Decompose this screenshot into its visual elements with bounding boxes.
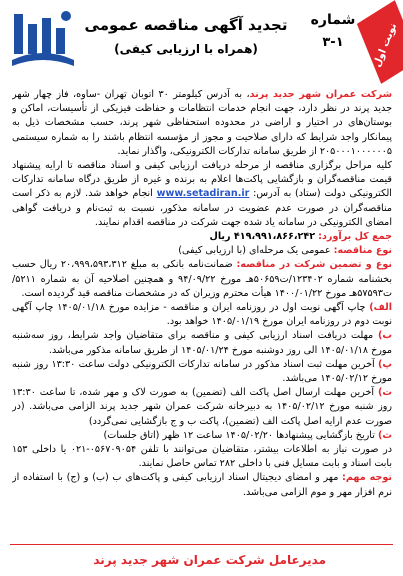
- note-paragraph: [12, 471, 392, 499]
- tender-type-line: [12, 244, 392, 258]
- item-a: [12, 301, 392, 329]
- item-a-label: الف): [369, 302, 392, 314]
- footer-divider: [10, 544, 393, 545]
- guarantee-label: نوع و تضمین شرکت در مناقصه:: [236, 259, 392, 271]
- guarantee-text: ضمانت‌نامه بانکی به مبلغ ۲۰،۹۹۹،۵۹۳،۳۱۲ ریال حسب بخشنامه شماره ۱۲۳۴۰۲/ت۵۰۶۵۹هـ مورخ ۹۴/۰۹/۲۲ و همچنین اصلاحیه آن به شماره ۵۲۱۱/ت۵۷۵۹۳هـ مورخ ۱۴۰۰/۰۱/۲۲ هیأت محترم وزیران که در مشخصات مناقصه قید گردیده است.: [12, 259, 392, 299]
- item-t-label: ت): [377, 387, 392, 399]
- setad-link[interactable]: www.setadiran.ir: [156, 188, 250, 200]
- item-b: [12, 329, 392, 357]
- procedure-paragraph: [12, 159, 392, 230]
- number-label: شماره: [310, 12, 356, 28]
- intro-paragraph: [12, 88, 392, 159]
- item-a-text: چاپ آگهی نوبت اول در روزنامه ایران و مناقصه - مزایده مورخ ۱۴۰۵/۰۱/۱۸ چاپ آگهی نوبت دوم در روزنامه ایران مورخ ۱۴۰۵/۰۱/۱۹ خواهد بود.: [12, 302, 392, 328]
- tender-type-label: نوع مناقصه:: [333, 245, 392, 257]
- procedure-text: کلیه مراحل برگزاری مناقصه از مرحله دریافت ارزیابی کیفی و اسناد مناقصه تا ارایه پیشنهاد قیمت مناقصه‌گران و بازگشایی پاکت‌ها اعلام به برنده و غیره از طریق درگاه سامانه تدارکات الکترونیکی دولت (ستاد) به آدرس:: [12, 160, 392, 200]
- item-t: [12, 386, 392, 429]
- notice-body: [12, 88, 392, 540]
- procedure-text-end: انجام خواهد شد. لازم به ذکر است مناقصه‌گران در صورت عدم عضویت در سامانه مذکور، نسبت به ثبت‌نام و دریافت گواهی امضای الکترونیکی در سامانه یاد شده جهت شرکت در مناقصه اقدام نمایند.: [12, 188, 392, 228]
- estimate-line: [12, 230, 392, 244]
- item-th: [12, 429, 392, 443]
- item-p-text: آخرین مهلت ثبت اسناد مذکور در سامانه تدارکات الکترونیکی دولت ساعت ۱۳:۳۰ روز شنبه مورخ ۱۴۰۵/۰۲/۱۲ می‌باشد.: [12, 358, 392, 385]
- item-th-label: ث): [377, 429, 392, 441]
- ribbon-label: نوبت اول: [371, 21, 400, 69]
- item-th-text: تاریخ بازگشایی پیشنهادها ۱۴۰۵/۰۲/۲۰ ساعت ۱۲ ظهر (اتاق جلسات): [103, 429, 375, 441]
- note-label: توجه مهم:: [342, 472, 392, 484]
- item-t-text: آخرین مهلت ارسال اصل پاکت الف (تضمین) به صورت لاک و مهر شده، تا ساعت ۱۳:۳۰ روز شنبه مورخ ۱۴۰۵/۰۲/۱۲ به دبیرخانه شرکت عمران شهر جدید پرند الزامی می‌باشد. (در صورت عدم ارایه اصل پاکت الف (تضمین)، پاکت ب و ج بازگشایی نمی‌گردد): [12, 387, 392, 427]
- number-value: ۳-۱: [322, 35, 344, 50]
- note-text: مهر و امضای دیجیتال اسناد ارزیابی کیفی و پاکت‌های ب (ب) و (ج) با استفاده از نرم افزار مهر و موم الزامی می‌باشد.: [12, 472, 392, 498]
- parand-logo-icon: [8, 6, 78, 78]
- notice-header: [0, 0, 403, 88]
- guarantee-paragraph: [12, 258, 392, 301]
- contact-paragraph: در صورت نیاز به اطلاعات بیشتر، متقاضیان می‌توانند با تلفن ۰۵۶۷۰۹۰۵۴-۰۲۱ یا داخلی ۱۵۳ بابت اسناد و بابت مسایل فنی با داخلی ۲۸۲ تماس حاصل نمایند.: [12, 444, 392, 470]
- item-b-text: مهلت دریافت اسناد ارزیابی کیفی و مناقصه برای متقاضیان واجد شرایط، روز سه‌شنبه مورخ ۱۴۰۵/۰۱/۱۸ الی روز دوشنبه مورخ ۱۴۰۵/۰۱/۲۴ از طریق سامانه مذکور می‌باشد.: [12, 330, 392, 356]
- item-p: [12, 358, 392, 386]
- notice-title: تجدید آگهی مناقصه عمومی: [84, 16, 288, 34]
- title-block: [82, 6, 290, 84]
- intro-text: ، به آدرس کیلومتر ۳۰ اتوبان تهران -ساوه، فاز چهار شهر جدید پرند در نظر دارد، جهت انجام خدمات انتظامات و حفاظت فیزیکی از تأسیسات، اماکن و بوستان‌های در اختیار و اراضی در محدوده استحفاظی شهر پرند، حسب مشخصات ذیل به پیمانکار واجد شرایط که دارای صلاحیت و مجوز از مؤسسه انتظام باشند را به شماره سیستمی ۲۰۵۰۰۰۱۰۰۰۰۰۰۵ از طریق سامانه تدارکات الکترونیکی، واگذار نماید.: [12, 89, 392, 157]
- organization-name: شرکت عمران شهر جدید پرند: [249, 89, 392, 100]
- item-p-label: پ): [377, 358, 392, 370]
- signature: مدیرعامل شرکت عمران شهر جدید پرند: [93, 553, 326, 567]
- notice-subtitle: (همراه با ارزیابی کیفی): [114, 42, 258, 56]
- notice-number: [300, 8, 366, 80]
- notice-footer: [0, 540, 403, 576]
- estimate-label: جمع کل برآورد:: [318, 231, 392, 243]
- item-b-label: ب): [377, 330, 392, 342]
- estimate-value: ۴۱۹،۹۹۱،۸۶۶،۲۴۲ ریال: [209, 231, 316, 243]
- tender-type-value: عمومی یک مرحله‌ای (با ارزیابی کیفی): [178, 245, 331, 257]
